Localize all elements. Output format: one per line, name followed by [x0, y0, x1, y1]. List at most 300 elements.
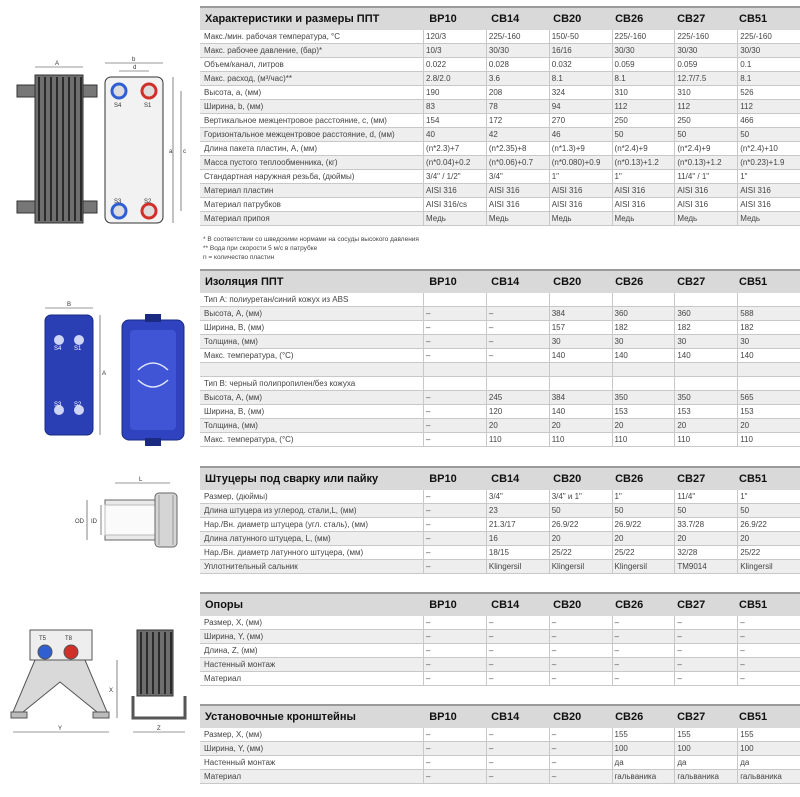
note-2: ** Вода при скорости 5 м/с в патрубке — [203, 245, 318, 252]
cell-bp10 — [424, 377, 487, 390]
col-cb20: CB20 — [553, 473, 582, 485]
cell-cb27: (n*2.4)+9 — [675, 142, 738, 155]
cell-cb20: 0.032 — [550, 58, 613, 71]
cell-bp10: – — [424, 433, 487, 446]
cell-bp10: – — [424, 546, 487, 559]
cell-cb14 — [487, 377, 550, 390]
col-cb14: CB14 — [491, 276, 520, 288]
insul-port-s1: S1 — [74, 346, 82, 352]
cell-cb14: 3.6 — [487, 72, 550, 85]
cell-bp10: – — [424, 518, 487, 531]
table-row — [200, 335, 800, 349]
table-row — [200, 363, 800, 377]
cell-bp10: – — [424, 770, 487, 783]
col-cb26: CB26 — [615, 276, 644, 288]
col-cb20: CB20 — [553, 599, 582, 611]
brackets-section — [200, 704, 800, 784]
cell-cb26: (n*2.4)+9 — [613, 142, 676, 155]
cell-cb14: 245 — [487, 391, 550, 404]
col-cb14: CB14 — [491, 599, 520, 611]
dim-label-b: b — [132, 57, 136, 63]
cell-cb27: 112 — [675, 100, 738, 113]
row-label: Макс./мин. рабочая температура, °С — [200, 30, 424, 43]
insulation-title: Изоляция ППТ — [205, 276, 284, 288]
port-label-s3: S3 — [114, 199, 122, 205]
dim-label-A-side: A — [55, 61, 60, 67]
cell-cb26 — [613, 377, 676, 390]
cell-cb26: 26.9/22 — [613, 518, 676, 531]
cell-cb27: – — [675, 658, 738, 671]
col-cb20: CB20 — [553, 711, 582, 723]
table-row — [200, 616, 800, 630]
cell-cb14: 3/4" — [487, 490, 550, 503]
cell-cb26: 1" — [613, 170, 676, 183]
cell-cb20: – — [550, 770, 613, 783]
cell-cb51: 30 — [740, 337, 750, 346]
row-label: Уплотнительный сальник — [200, 560, 424, 573]
row-label: Макс. температура, (°С) — [200, 433, 424, 446]
cell-bp10: 83 — [424, 100, 487, 113]
table-row — [200, 170, 800, 184]
dim-label-B: B — [67, 302, 72, 308]
cell-cb14: 42 — [487, 128, 550, 141]
table-row — [200, 114, 800, 128]
brackets-title: Установочные кронштейны — [205, 711, 356, 723]
phe-dimension-drawing — [5, 55, 195, 235]
cell-cb14: 18/15 — [487, 546, 550, 559]
cell-cb51: 20 — [740, 534, 750, 543]
insulation-rows — [200, 293, 800, 447]
dim-label-X: X — [109, 688, 114, 694]
cell-bp10: – — [424, 742, 487, 755]
table-row — [200, 419, 800, 433]
table-row — [200, 307, 800, 321]
table-row — [200, 58, 800, 72]
cell-cb26: (n*0.13)+1.2 — [613, 156, 676, 169]
cell-cb27: гальваника — [675, 770, 738, 783]
cell-cb14: 0.028 — [487, 58, 550, 71]
cell-cb20: Медь — [550, 212, 613, 225]
cell-cb14: – — [487, 321, 550, 334]
cell-cb20 — [550, 377, 613, 390]
cell-cb51: 565 — [740, 393, 754, 402]
cell-cb14: (n*2.35)+8 — [487, 142, 550, 155]
cell-cb26: 360 — [613, 307, 676, 320]
cell-cb14: AISI 316 — [487, 198, 550, 211]
cell-cb14: – — [487, 742, 550, 755]
col-cb27: CB27 — [677, 599, 706, 611]
cell-cb51: 526 — [740, 88, 754, 97]
cell-cb14: – — [487, 770, 550, 783]
cell-cb14: 20 — [487, 419, 550, 432]
cell-cb51: 0.1 — [740, 60, 752, 69]
cell-bp10: Медь — [424, 212, 487, 225]
insul-port-s4: S4 — [54, 346, 62, 352]
cell-bp10: – — [424, 644, 487, 657]
cell-cb51: (n*2.4)+10 — [740, 144, 778, 153]
cell-bp10: 154 — [424, 114, 487, 127]
cell-cb20: 270 — [550, 114, 613, 127]
cell-bp10: 2.8/2.0 — [424, 72, 487, 85]
cell-cb27: 155 — [675, 728, 738, 741]
cell-cb20: 324 — [550, 86, 613, 99]
cell-cb14: – — [487, 335, 550, 348]
port-label-s4: S4 — [114, 103, 122, 109]
port-label-s2: S2 — [144, 199, 152, 205]
cell-cb20 — [550, 293, 613, 306]
table-row — [200, 504, 800, 518]
connectors-title: Штуцеры под сварку или пайку — [205, 473, 379, 485]
dim-label-ID: ID — [91, 519, 97, 525]
cell-cb51: 20 — [740, 421, 750, 430]
cell-cb27: 30/30 — [675, 44, 738, 57]
cell-cb26: 20 — [613, 419, 676, 432]
cell-cb20: 157 — [550, 321, 613, 334]
cell-cb20: 384 — [550, 391, 613, 404]
cell-cb14: – — [487, 630, 550, 643]
cell-cb26: 250 — [613, 114, 676, 127]
col-cb26: CB26 — [615, 711, 644, 723]
cell-cb14: 172 — [487, 114, 550, 127]
cell-cb26: 8.1 — [613, 72, 676, 85]
cell-cb26: 50 — [613, 504, 676, 517]
spec-section — [200, 6, 800, 226]
cell-cb14: – — [487, 349, 550, 362]
table-row — [200, 321, 800, 335]
cell-bp10: – — [424, 335, 487, 348]
cell-cb51: 1" — [740, 492, 748, 501]
cell-cb51: 110 — [740, 435, 753, 444]
cell-cb27: 110 — [675, 433, 738, 446]
cell-cb14: – — [487, 644, 550, 657]
table-row — [200, 128, 800, 142]
cell-cb26: 155 — [613, 728, 676, 741]
col-cb27: CB27 — [677, 13, 706, 25]
cell-cb27: Медь — [675, 212, 738, 225]
cell-cb14: – — [487, 658, 550, 671]
cell-cb26: 350 — [613, 391, 676, 404]
cell-cb51: гальваника — [740, 772, 782, 781]
cell-cb14: 21.3/17 — [487, 518, 550, 531]
cell-cb27: 153 — [675, 405, 738, 418]
cell-cb27: 100 — [675, 742, 738, 755]
cell-bp10: – — [424, 419, 487, 432]
row-label: Масса пустого теплообменника, (кг) — [200, 156, 424, 169]
cell-cb27: – — [675, 672, 738, 685]
cell-cb26: 310 — [613, 86, 676, 99]
cell-cb20: AISI 316 — [550, 184, 613, 197]
row-label: Ширина, Y, (мм) — [200, 742, 424, 755]
cell-bp10: – — [424, 756, 487, 769]
dim-label-Y: Y — [58, 726, 63, 732]
cell-cb27: 30 — [675, 335, 738, 348]
support-front-view — [11, 630, 117, 732]
cell-cb20: (n*0.080)+0.9 — [550, 156, 613, 169]
col-cb14: CB14 — [491, 711, 520, 723]
cell-bp10 — [424, 293, 487, 306]
row-label: Ширина, b, (мм) — [200, 100, 424, 113]
col-cb51: CB51 — [739, 599, 768, 611]
cell-cb20: – — [550, 630, 613, 643]
connectors-rows — [200, 490, 800, 574]
connector-drawing — [55, 475, 195, 560]
cell-cb27: 11/4" — [675, 490, 738, 503]
connectors-section — [200, 466, 800, 574]
row-label: Тип А: полиуретан/синий кожух из ABS — [200, 293, 424, 306]
row-label: Макс. рабочее давление, (бар)* — [200, 44, 424, 57]
table-row — [200, 198, 800, 212]
supports-rows — [200, 616, 800, 686]
cell-cb51: (n*0.23)+1.9 — [740, 158, 785, 167]
row-label: Размер, (дюймы) — [200, 490, 424, 503]
dim-label-a: a — [169, 149, 173, 155]
col-bp10: BP10 — [429, 276, 457, 288]
cell-bp10: – — [424, 349, 487, 362]
col-cb26: CB26 — [615, 599, 644, 611]
cell-cb26: – — [613, 672, 676, 685]
cell-cb27 — [675, 377, 738, 390]
cell-cb26: – — [613, 616, 676, 629]
cell-cb27: 0.059 — [675, 58, 738, 71]
cell-bp10: 3/4" / 1/2" — [424, 170, 487, 183]
cell-cb20: 140 — [550, 349, 613, 362]
cell-cb20: 50 — [550, 504, 613, 517]
support-side-view — [133, 630, 185, 732]
cell-cb20: – — [550, 644, 613, 657]
cell-cb26: Klingersil — [613, 560, 676, 573]
cell-cb27 — [675, 293, 738, 306]
cell-cb26: 30 — [613, 335, 676, 348]
row-label — [200, 363, 424, 376]
table-row — [200, 546, 800, 560]
insul-port-s2: S2 — [74, 402, 82, 408]
dim-label-L: L — [139, 477, 143, 483]
cell-bp10: – — [424, 560, 487, 573]
cell-cb51: – — [740, 674, 745, 683]
table-row — [200, 756, 800, 770]
row-label: Настенный монтаж — [200, 756, 424, 769]
col-cb20: CB20 — [553, 276, 582, 288]
spec-title: Характеристики и размеры ППТ — [205, 13, 380, 25]
cell-cb51: 50 — [740, 130, 750, 139]
cell-cb14: – — [487, 672, 550, 685]
row-label: Ширина, B, (мм) — [200, 405, 424, 418]
col-bp10: BP10 — [429, 13, 457, 25]
cell-cb27: 182 — [675, 321, 738, 334]
cell-cb14 — [487, 363, 550, 376]
row-label: Ширина, Y, (мм) — [200, 630, 424, 643]
cell-cb27: 33.7/28 — [675, 518, 738, 531]
cell-cb51: AISI 316 — [740, 200, 771, 209]
row-label: Материал припоя — [200, 212, 424, 225]
col-cb27: CB27 — [677, 473, 706, 485]
cell-cb20: – — [550, 728, 613, 741]
cell-cb26: 140 — [613, 349, 676, 362]
col-cb27: CB27 — [677, 276, 706, 288]
row-label: Настенный монтаж — [200, 658, 424, 671]
row-label: Объем/канал, литров — [200, 58, 424, 71]
row-label: Длина латунного штуцера, L, (мм) — [200, 532, 424, 545]
cell-cb20: 94 — [550, 100, 613, 113]
support-drawing — [5, 620, 200, 790]
cell-cb27: да — [675, 756, 738, 769]
cell-cb26: AISI 316 — [613, 198, 676, 211]
insulation-section — [200, 269, 800, 447]
cell-cb51: 25/22 — [740, 548, 761, 557]
table-row — [200, 100, 800, 114]
cell-cb14: 120 — [487, 405, 550, 418]
row-label: Вертикальное межцентровое расстояние, c, (мм) — [200, 114, 424, 127]
col-bp10: BP10 — [429, 599, 457, 611]
cell-cb51: – — [740, 660, 745, 669]
cell-cb26 — [613, 363, 676, 376]
cell-cb20: 8.1 — [550, 72, 613, 85]
cell-cb20: – — [550, 672, 613, 685]
cell-cb27: 360 — [675, 307, 738, 320]
table-row — [200, 391, 800, 405]
cell-cb51: 26.9/22 — [740, 520, 767, 529]
cell-cb20: 16/16 — [550, 44, 613, 57]
cell-cb26: 0.059 — [613, 58, 676, 71]
cell-cb51: 1" — [740, 172, 748, 181]
cell-bp10: – — [424, 321, 487, 334]
dim-label-OD: OD — [75, 519, 84, 525]
cell-cb26: AISI 316 — [613, 184, 676, 197]
cell-bp10: AISI 316 — [424, 184, 487, 197]
cell-cb26: 50 — [613, 128, 676, 141]
brackets-header — [200, 704, 800, 728]
row-label: Материал — [200, 672, 424, 685]
cell-cb26 — [613, 293, 676, 306]
col-cb51: CB51 — [739, 473, 768, 485]
row-label: Макс. расход, (м³/час)** — [200, 72, 424, 85]
cell-bp10: – — [424, 672, 487, 685]
cell-cb20 — [550, 363, 613, 376]
cell-bp10: (n*0.04)+0.2 — [424, 156, 487, 169]
cell-bp10: – — [424, 307, 487, 320]
cell-cb27: 32/28 — [675, 546, 738, 559]
row-label: Материал патрубков — [200, 198, 424, 211]
col-cb26: CB26 — [615, 473, 644, 485]
supports-section — [200, 592, 800, 686]
supports-header — [200, 592, 800, 616]
connectors-header — [200, 466, 800, 490]
cell-cb14: – — [487, 616, 550, 629]
cell-cb26: – — [613, 658, 676, 671]
cell-cb14: 23 — [487, 504, 550, 517]
cell-cb27 — [675, 363, 738, 376]
row-label: Высота, A, (мм) — [200, 391, 424, 404]
cell-bp10: – — [424, 616, 487, 629]
cell-cb51 — [738, 293, 800, 306]
cell-cb27: 310 — [675, 86, 738, 99]
cell-cb20: 384 — [550, 307, 613, 320]
cell-cb14: – — [487, 307, 550, 320]
row-label: Длина, Z, (мм) — [200, 644, 424, 657]
cell-cb20: AISI 316 — [550, 198, 613, 211]
cell-bp10: 120/3 — [424, 30, 487, 43]
cell-bp10: – — [424, 728, 487, 741]
cell-cb26: Медь — [613, 212, 676, 225]
row-label: Размер, X, (мм) — [200, 728, 424, 741]
cell-cb51: Klingersil — [740, 562, 773, 571]
cell-cb27: – — [675, 630, 738, 643]
col-cb14: CB14 — [491, 473, 520, 485]
cell-cb27: TM9014 — [675, 560, 738, 573]
insulation-drawing — [30, 300, 200, 450]
row-label: Высота, a, (мм) — [200, 86, 424, 99]
cell-cb14: 110 — [487, 433, 550, 446]
cell-cb26: 153 — [613, 405, 676, 418]
cell-bp10: – — [424, 391, 487, 404]
cell-bp10: (n*2.3)+7 — [424, 142, 487, 155]
brackets-rows — [200, 728, 800, 784]
cell-cb20: 25/22 — [550, 546, 613, 559]
phe-side-view — [17, 61, 97, 223]
cell-cb20: 3/4" и 1" — [550, 490, 613, 503]
row-label: Материал — [200, 770, 424, 783]
spec-rows — [200, 30, 800, 226]
cell-cb51 — [738, 377, 800, 390]
row-label: Ширина, B, (мм) — [200, 321, 424, 334]
row-label: Высота, A, (мм) — [200, 307, 424, 320]
table-row — [200, 433, 800, 447]
cell-cb20: 140 — [550, 405, 613, 418]
cell-cb51: – — [740, 646, 745, 655]
phe-front-view — [105, 57, 186, 223]
cell-cb26: – — [613, 630, 676, 643]
cell-bp10: 10/3 — [424, 44, 487, 57]
cell-cb14: 208 — [487, 86, 550, 99]
table-row — [200, 405, 800, 419]
cell-bp10: – — [424, 405, 487, 418]
cell-cb26: 110 — [613, 433, 676, 446]
table-row — [200, 630, 800, 644]
cell-cb26: 1" — [613, 490, 676, 503]
cell-cb14: Медь — [487, 212, 550, 225]
cell-bp10 — [424, 363, 487, 376]
table-row — [200, 156, 800, 170]
cell-cb20: 1" — [550, 170, 613, 183]
cell-cb51: 8.1 — [740, 74, 752, 83]
dim-label-c: c — [183, 149, 186, 155]
cell-cb14: 16 — [487, 532, 550, 545]
dim-label-A-insul: A — [102, 371, 107, 377]
cell-cb20: – — [550, 742, 613, 755]
cell-cb20: 150/-50 — [550, 30, 613, 43]
cell-cb27: (n*0.13)+1.2 — [675, 156, 738, 169]
table-row — [200, 293, 800, 307]
cell-cb26: 112 — [613, 100, 676, 113]
table-row — [200, 644, 800, 658]
cell-cb51: – — [740, 632, 745, 641]
table-row — [200, 770, 800, 784]
cell-bp10: 40 — [424, 128, 487, 141]
row-label: Толщина, (мм) — [200, 335, 424, 348]
support-port-t5: T5 — [39, 636, 47, 642]
col-bp10: BP10 — [429, 711, 457, 723]
table-row — [200, 672, 800, 686]
cell-cb51 — [738, 363, 800, 376]
cell-cb27: 350 — [675, 391, 738, 404]
cell-bp10: 190 — [424, 86, 487, 99]
cell-cb26: 100 — [613, 742, 676, 755]
spec-notes — [203, 235, 419, 262]
cell-cb27: AISI 316 — [675, 184, 738, 197]
cell-cb51: 153 — [740, 407, 754, 416]
table-row — [200, 742, 800, 756]
cell-bp10: – — [424, 630, 487, 643]
